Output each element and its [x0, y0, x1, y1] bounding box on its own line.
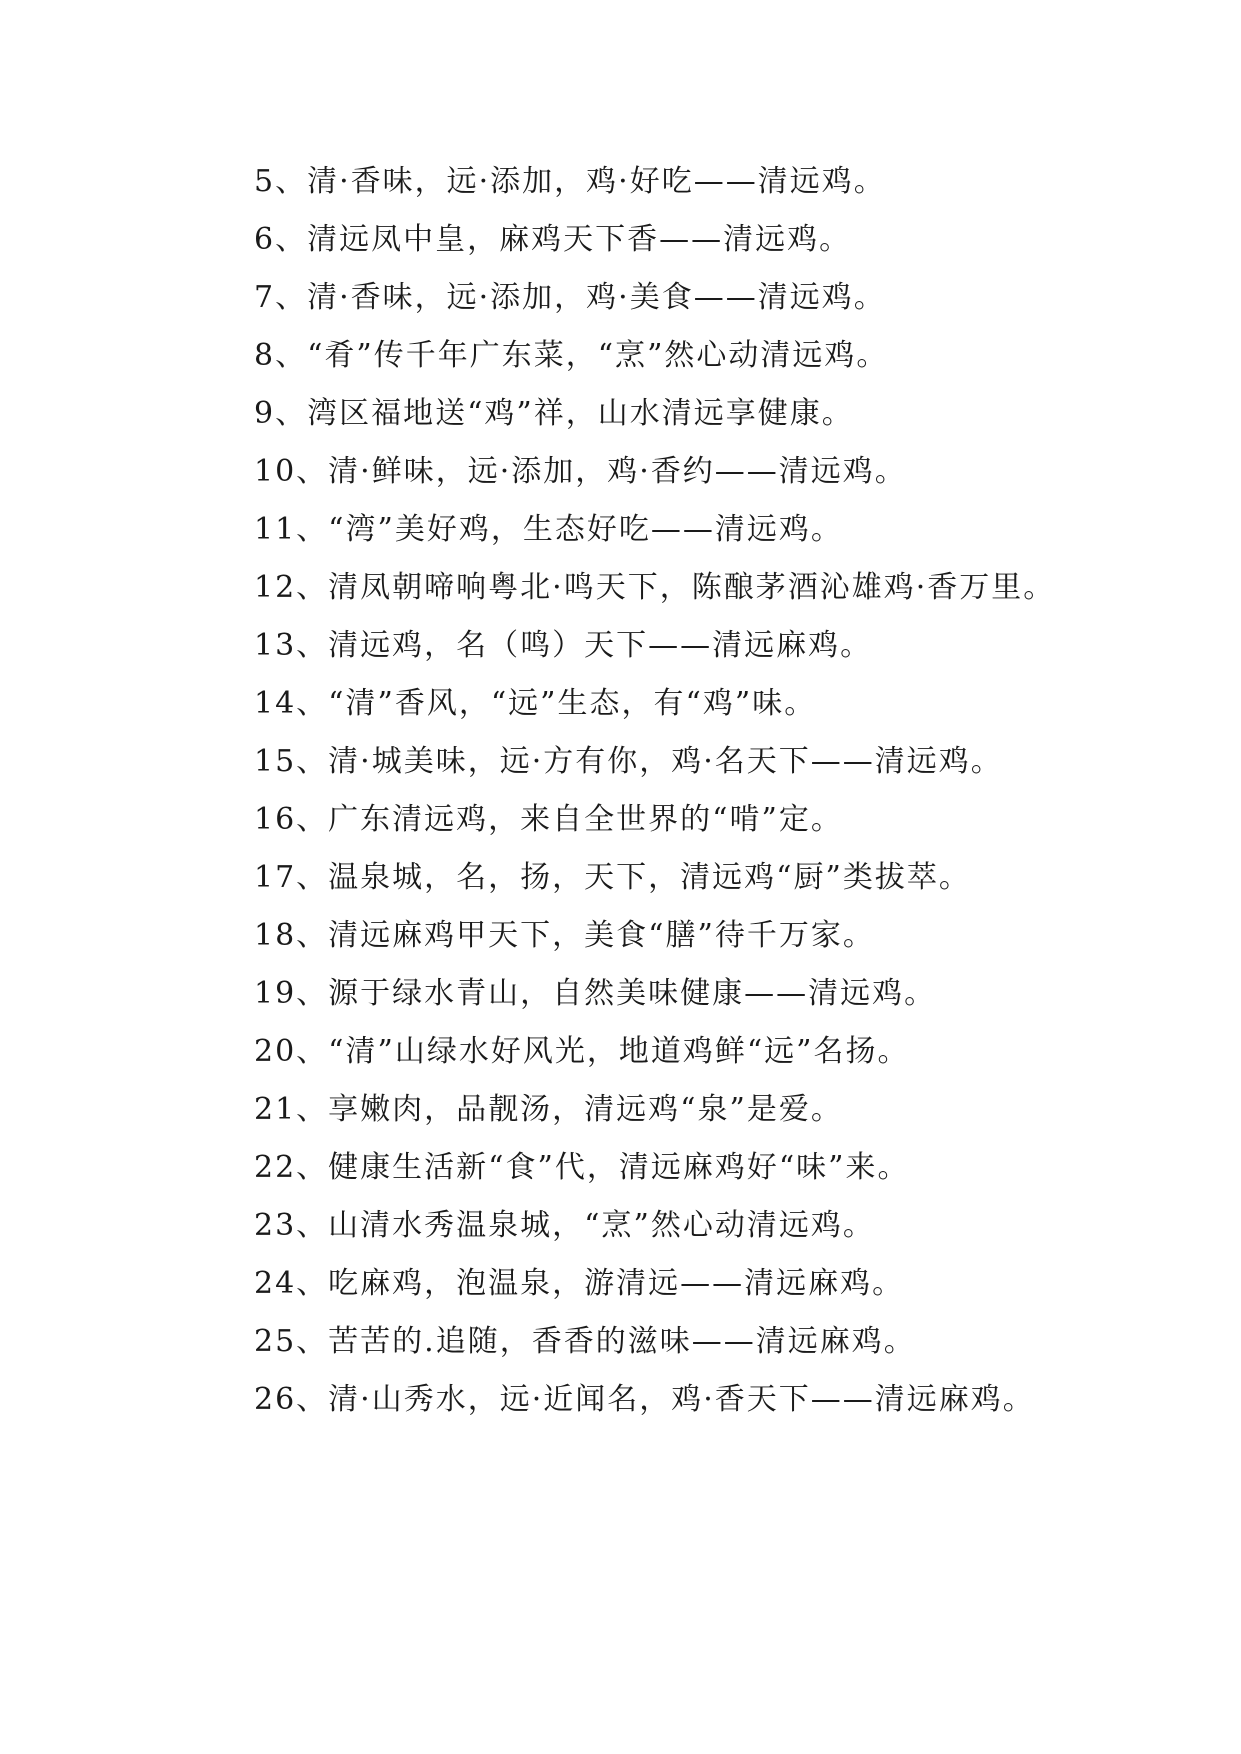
slogan-item: 23、山清水秀温泉城，“烹”然心动清远鸡。 [254, 1208, 875, 1243]
slogan-item: 5、清·香味，远·添加，鸡·好吃——清远鸡。 [254, 164, 886, 199]
slogan-item: 14、“清”香风，“远”生态，有“鸡”味。 [254, 686, 817, 721]
slogan-item: 15、清·城美味，远·方有你，鸡·名天下——清远鸡。 [254, 744, 1003, 779]
slogan-item: 17、温泉城，名，扬，天下，清远鸡“厨”类拔萃。 [254, 860, 971, 895]
slogan-item: 22、健康生活新“食”代，清远麻鸡好“味”来。 [254, 1150, 910, 1185]
slogan-item: 20、“清”山绿水好风光，地道鸡鲜“远”名扬。 [254, 1034, 910, 1069]
slogan-item: 21、享嫩肉，品靓汤，清远鸡“泉”是爱。 [254, 1092, 843, 1127]
slogan-item: 11、“湾”美好鸡，生态好吃——清远鸡。 [254, 512, 843, 547]
slogan-item: 25、苦苦的.追随，香香的滋味——清远麻鸡。 [254, 1324, 916, 1359]
slogan-item: 9、湾区福地送“鸡”祥，山水清远享健康。 [254, 396, 854, 431]
slogan-item: 6、清远凤中皇，麻鸡天下香——清远鸡。 [254, 222, 852, 257]
slogan-item: 26、清·山秀水，远·近闻名，鸡·香天下——清远麻鸡。 [254, 1382, 1035, 1417]
slogan-item: 10、清·鲜味，远·添加，鸡·香约——清远鸡。 [254, 454, 907, 489]
slogan-item: 13、清远鸡，名（鸣）天下——清远麻鸡。 [254, 628, 873, 663]
slogan-item: 19、源于绿水青山，自然美味健康——清远鸡。 [254, 976, 937, 1011]
slogan-list [190, 153, 1060, 1429]
slogan-item: 16、广东清远鸡，来自全世界的“啃”定。 [254, 802, 843, 837]
slogan-item: 12、清凤朝啼响粤北·鸣天下，陈酿茅酒沁雄鸡·香万里。 [254, 570, 1056, 605]
slogan-item: 8、“肴”传千年广东菜，“烹”然心动清远鸡。 [254, 338, 889, 373]
slogan-item: 18、清远麻鸡甲天下，美食“膳”待千万家。 [254, 918, 875, 953]
slogan-item: 24、吃麻鸡，泡温泉，游清远——清远麻鸡。 [254, 1266, 905, 1301]
slogan-item: 7、清·香味，远·添加，鸡·美食——清远鸡。 [254, 280, 886, 315]
